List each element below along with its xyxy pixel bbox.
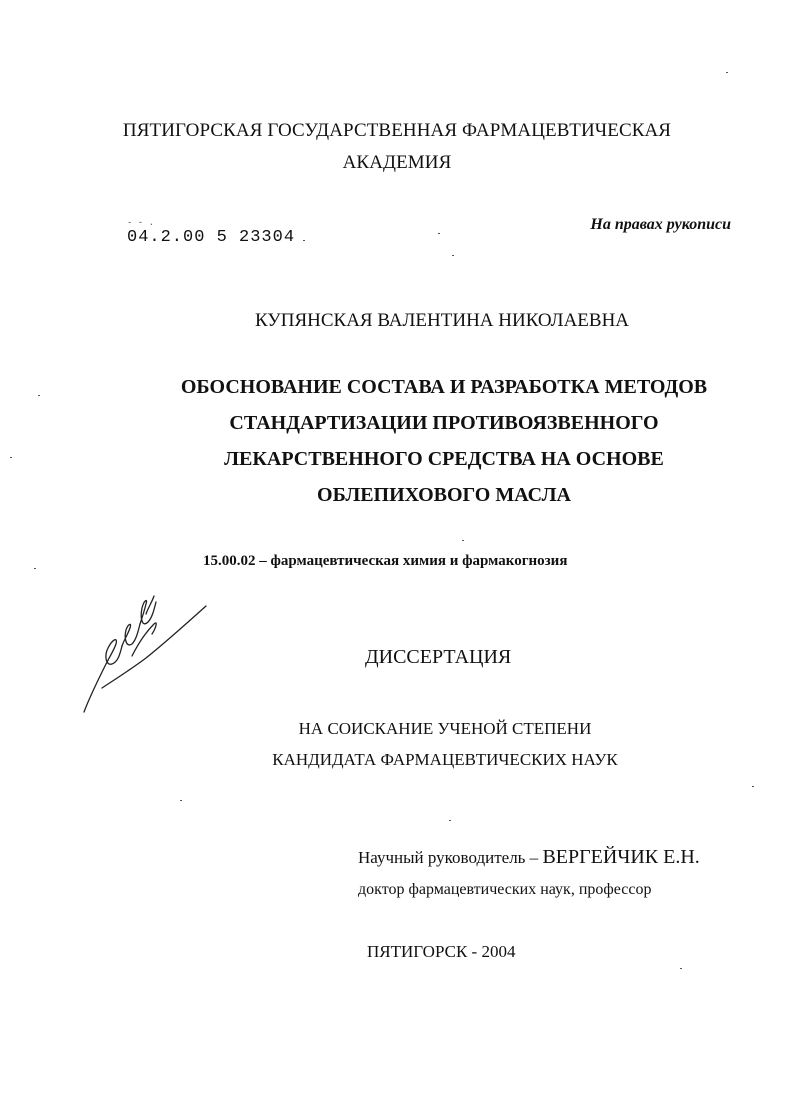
document-type: ДИССЕРТАЦИЯ bbox=[365, 646, 512, 668]
rights-note: На правах рукописи bbox=[590, 216, 731, 233]
thesis-title-line-4: ОБЛЕПИХОВОГО МАСЛА bbox=[317, 484, 571, 506]
scan-speck bbox=[680, 968, 682, 969]
scan-speck bbox=[38, 395, 40, 396]
signature-icon bbox=[76, 584, 216, 724]
scan-speck bbox=[726, 72, 728, 73]
speciality-code: 15.00.02 – фармацевтическая химия и фармакогнозия bbox=[203, 553, 568, 569]
scan-speck bbox=[449, 820, 451, 821]
scan-speck bbox=[180, 800, 182, 801]
author-name: КУПЯНСКАЯ ВАЛЕНТИНА НИКОЛАЕВНА bbox=[254, 310, 630, 331]
scan-speck bbox=[438, 233, 440, 234]
scan-speck bbox=[303, 240, 305, 241]
scan-speck bbox=[752, 786, 754, 787]
supervisor-name: ВЕРГЕЙЧИК Е.Н. bbox=[542, 846, 700, 868]
institution-name-line-1: ПЯТИГОРСКАЯ ГОСУДАРСТВЕННАЯ ФАРМАЦЕВТИЧЕСКАЯ bbox=[122, 120, 672, 141]
scan-speck bbox=[462, 540, 464, 541]
handwritten-signature bbox=[76, 584, 216, 729]
scan-speck bbox=[10, 457, 12, 458]
institution-name-line-2: АКАДЕМИЯ bbox=[342, 152, 452, 173]
thesis-title-line-1: ОБОСНОВАНИЕ СОСТАВА И РАЗРАБОТКА МЕТОДОВ bbox=[180, 376, 708, 398]
city-and-year: ПЯТИГОРСК - 2004 bbox=[367, 942, 516, 961]
thesis-title-line-3: ЛЕКАРСТВЕННОГО СРЕДСТВА НА ОСНОВЕ bbox=[224, 448, 664, 470]
scan-speck bbox=[34, 568, 36, 569]
supervisor-line bbox=[358, 846, 700, 869]
supervisor-label: Научный руководитель – bbox=[358, 848, 543, 867]
degree-line-2: КАНДИДАТА ФАРМАЦЕВТИЧЕСКИХ НАУК bbox=[272, 750, 618, 769]
scan-speck bbox=[452, 255, 454, 256]
code-tick-marks: - - . bbox=[127, 218, 155, 228]
degree-line-1: НА СОИСКАНИЕ УЧЕНОЙ СТЕПЕНИ bbox=[298, 719, 592, 738]
thesis-title-line-2: СТАНДАРТИЗАЦИИ ПРОТИВОЯЗВЕННОГО bbox=[229, 412, 659, 434]
registration-code: 04.2.00 5 23304 bbox=[127, 228, 296, 247]
supervisor-degree: доктор фармацевтических наук, профессор bbox=[358, 881, 652, 898]
